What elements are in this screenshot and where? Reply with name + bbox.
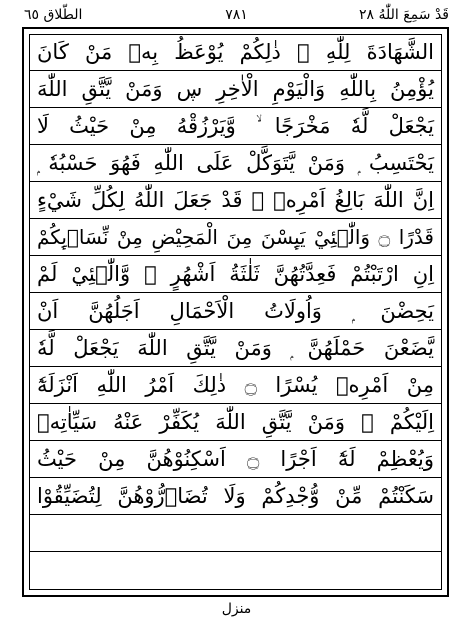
page-header xyxy=(24,4,449,26)
text-line-4: يَحْتَسِبُ ۭ وَمَنْ يَّتَوَكَّلْ عَلَى اللّٰهِ فَهُوَ حَسْبُهٗ ۭ xyxy=(29,145,442,182)
text-line-5: اِنَّ اللّٰهَ بَالِغُ اَمْرِهٖ ۭ قَدْ جَعَلَ اللّٰهُ لِكُلِّ شَيْءٍ xyxy=(29,182,442,219)
text-line-2: يُؤْمِنُ بِاللّٰهِ وَالْيَوْمِ الْاٰخِرِ ڛ وَمَنْ يَّتَّقِ اللّٰهَ xyxy=(29,71,442,108)
text-line-10: مِنْ اَمْرِهٖ يُسْرًا ۝ ذٰلِكَ اَمْرُ اللّٰهِ اَنْزَلَهٗٓ xyxy=(29,367,442,404)
text-body xyxy=(29,34,442,589)
text-line-7: اِنِ ارْتَبْتُمْ فَعِدَّتُهُنَّ ثَلٰثَةُ اَشْهُرٍ ۙ وَّالّٰۗئِيْ لَمْ xyxy=(29,256,442,293)
text-line-11: اِلَيْكُمْ ۭ وَمَنْ يَّتَّقِ اللّٰهَ يُكَفِّرْ عَنْهُ سَيِّاٰتِهٖ xyxy=(29,404,442,441)
text-line-6: قَدْرًا ۝ وَالّٰۗئِيْ يَىِٕسْنَ مِنَ الْمَحِيْضِ مِنْ نِّسَاۗىِٕكُمْ xyxy=(29,219,442,256)
text-line-8: يَحِضْنَ ۭ وَاُولَاتُ الْاَحْمَالِ اَجَلُهُنَّ اَنْ xyxy=(29,293,442,330)
text-line-14 xyxy=(29,515,442,552)
text-line-13: سَكَنْتُمْ مِّنْ وُّجْدِكُمْ وَلَا تُضَاۗرُّوْهُنَّ لِتُضَيِّقُوْا xyxy=(29,478,442,515)
juz-title: قَدْ سَمِعَ اللّٰهُ ٢٨ xyxy=(358,7,449,23)
page-number: ٧٨١ xyxy=(225,7,248,23)
text-line-12: وَيُعْظِمْ لَهٗٓ اَجْرًا ۝ اَسْكِنُوْهُنَّ مِنْ حَيْثُ xyxy=(29,441,442,478)
text-line-9: يَّضَعْنَ حَمْلَهُنَّ ۭ وَمَنْ يَّتَّقِ اللّٰهَ يَجْعَلْ لَّهٗ xyxy=(29,330,442,367)
text-line-15 xyxy=(29,552,442,589)
manzil-label: منزل xyxy=(221,601,252,617)
surah-title: الطّلاق ٦٥ xyxy=(24,7,83,23)
text-line-3: يَجْعَلْ لَّهٗ مَخْرَجًا ۙ وَّيَرْزُقْهُ مِنْ حَيْثُ لَا xyxy=(29,108,442,145)
text-line-1: الشَّهَادَةَ لِلّٰهِ ۭ ذٰلِكُمْ يُوْعَظُ بِهٖ مَنْ كَانَ xyxy=(29,34,442,71)
